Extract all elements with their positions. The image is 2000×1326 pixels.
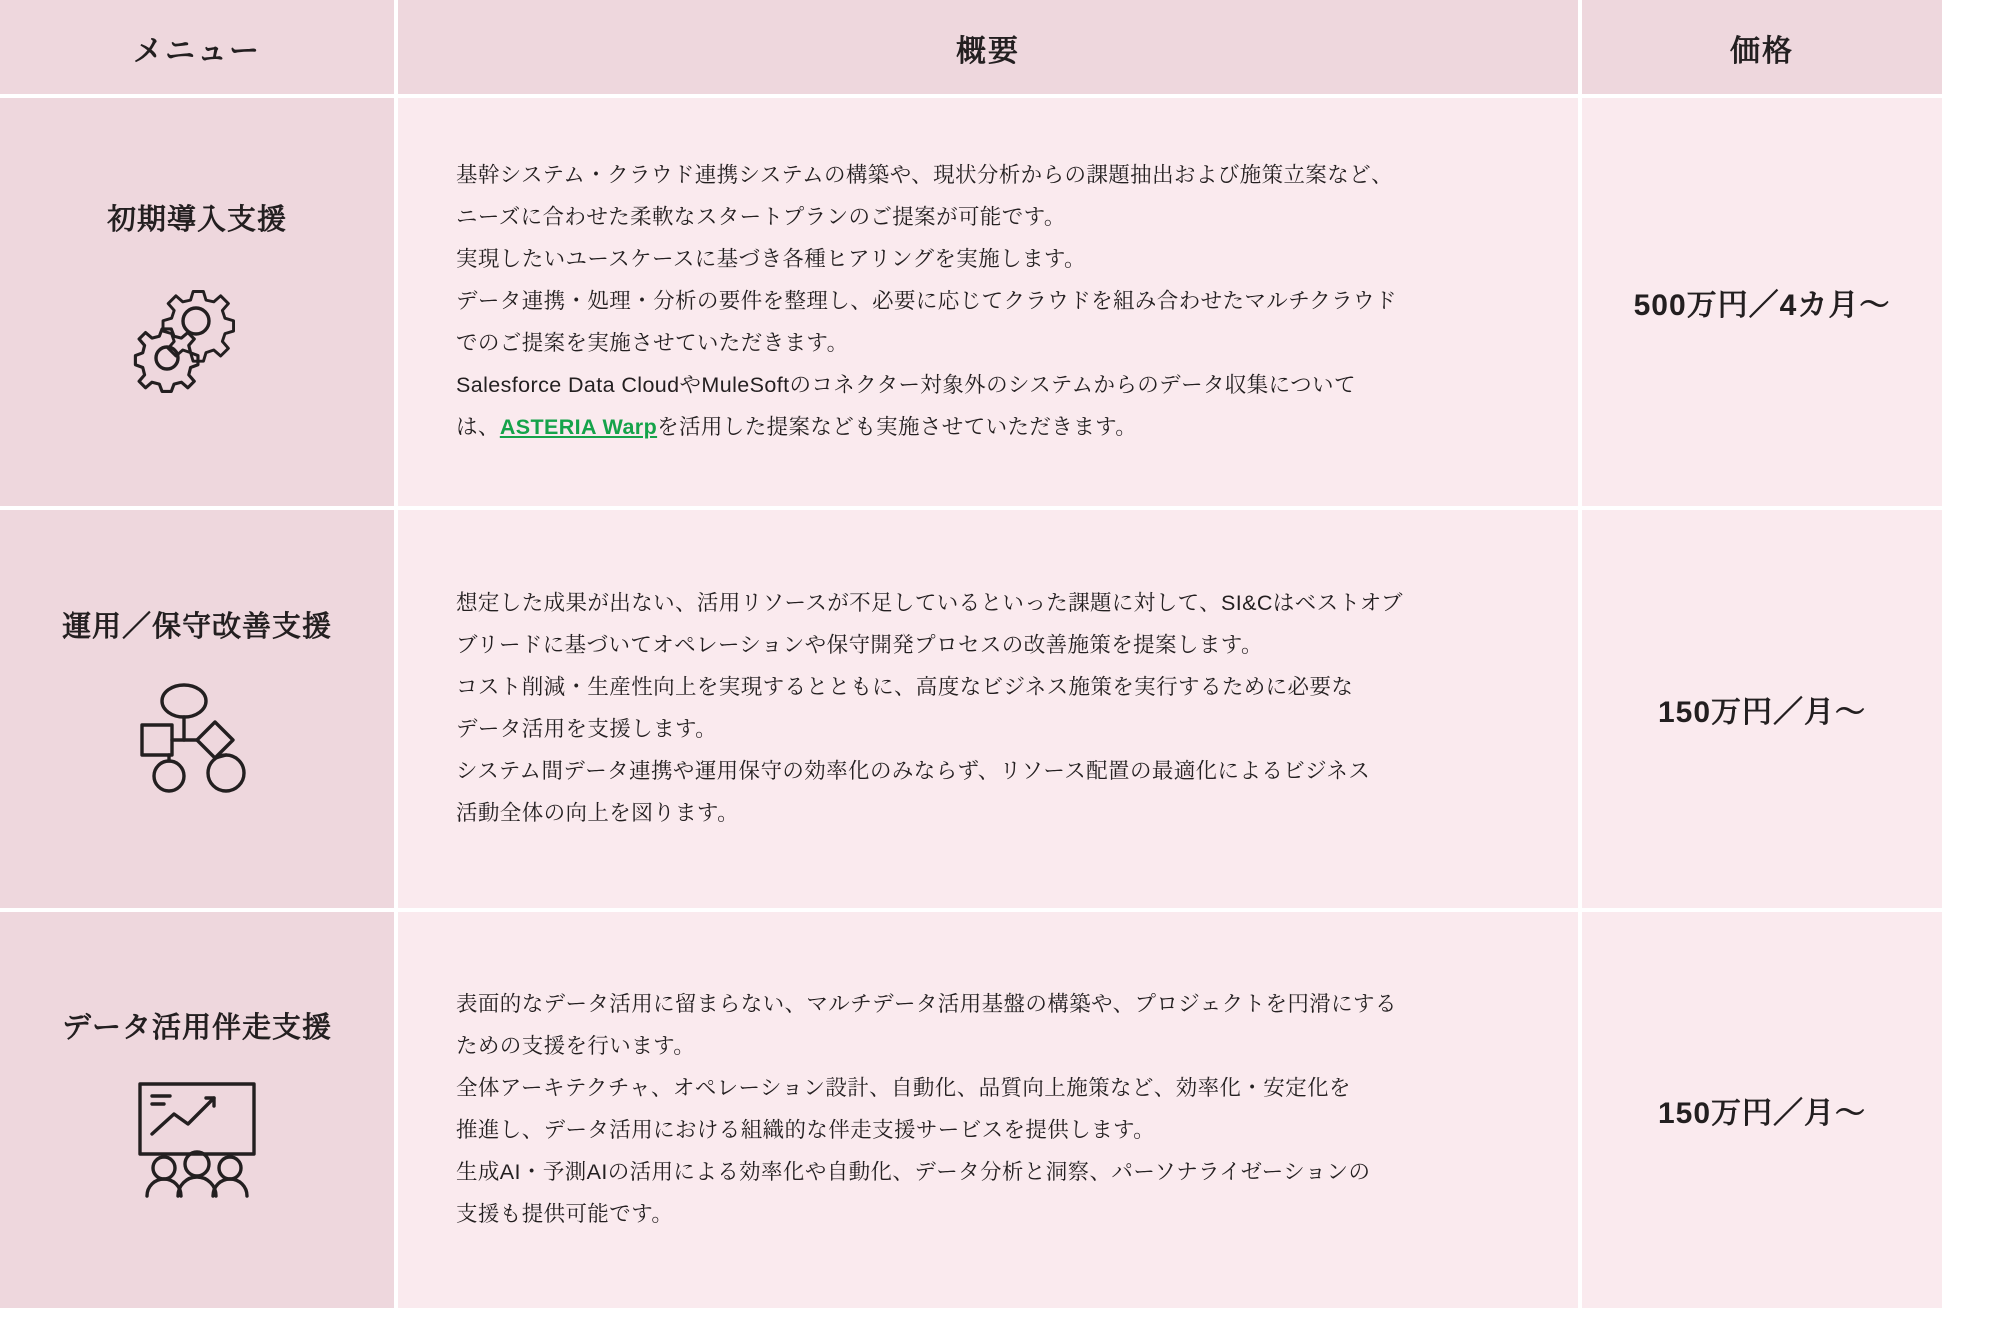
table-header [0, 0, 1942, 96]
overview-line: Salesforce Data CloudやMuleSoftのコネクター対象外のシステムからのデータ収集について [456, 372, 1356, 397]
overview-line: データ活用を支援します。 [456, 717, 718, 741]
overview-line: 推進し、データ活用における組織的な伴走支援サービスを提供します。 [456, 1118, 1156, 1142]
overview-line: 表面的なデータ活用に留まらない、マルチデータ活用基盤の構築や、プロジェクトを円滑にする [456, 992, 1397, 1017]
menu-cell [0, 96, 396, 508]
overview-line: ための支援を行います。 [456, 1034, 696, 1059]
overview-line: システム間データ連携や運用保守の効率化のみならず、リソース配置の最適化によるビジネス [456, 758, 1371, 783]
overview-line: 想定した成果が出ない、活用リソースが不足しているといった課題に対して、SI&Cはベストオブ [456, 591, 1403, 616]
table-body [0, 96, 1942, 1310]
overview-line: でのご提案を実施させていただきます。 [456, 330, 849, 355]
overview-line: 生成AI・予測AIの活用による効率化や自動化、データ分析と洞察、パーソナライゼーションの [456, 1159, 1371, 1184]
overview-cell [396, 910, 1580, 1310]
menu-title: 初期導入支援 [106, 204, 287, 237]
presentation-chart-people-icon [122, 1074, 272, 1204]
overview-line: ニーズに合わせた柔軟なスタートプランのご提案が可能です。 [456, 205, 1066, 230]
price-cell: 150万円／月〜 [1580, 508, 1942, 910]
overview-line: 基幹システム・クラウド連携システムの構築や、現状分析からの課題抽出および施策立案など、 [456, 163, 1393, 188]
price-cell: 500万円／4カ月〜 [1580, 96, 1942, 508]
price-cell: 150万円／月〜 [1580, 910, 1942, 1310]
table-header-row [0, 0, 1942, 96]
menu-cell [0, 508, 396, 910]
table-row [0, 508, 1942, 910]
overview-cell [396, 508, 1580, 910]
overview-line: データ連携・処理・分析の要件を整理し、必要に応じてクラウドを組み合わせたマルチクラウド [456, 289, 1397, 314]
table-row [0, 910, 1942, 1310]
column-header-overview: 概要 [396, 0, 1580, 96]
overview-line: コスト削減・生産性向上を実現するとともに、高度なビジネス施策を実行するために必要な [456, 675, 1354, 700]
overview-line-with-link [456, 407, 1526, 449]
overview-line-suffix: を活用した提案なども実施させていただきます。 [657, 414, 1138, 439]
workflow-diagram-icon [122, 673, 272, 803]
overview-line: 実現したいユースケースに基づき各種ヒアリングを実施します。 [456, 247, 1086, 272]
asteria-warp-link[interactable]: ASTERIA Warp [499, 414, 658, 439]
overview-line: ブリードに基づいてオペレーションや保守開発プロセスの改善施策を提案します。 [456, 633, 1263, 658]
overview-line: 全体アーキテクチャ、オペレーション設計、自動化、品質向上施策など、効率化・安定化を [456, 1076, 1351, 1101]
overview-cell [396, 96, 1580, 508]
column-header-price: 価格 [1580, 0, 1942, 96]
menu-cell [0, 910, 396, 1310]
column-header-menu: メニュー [0, 0, 396, 96]
table-row [0, 96, 1942, 508]
gears-icon [122, 266, 272, 396]
menu-title: データ活用伴走支援 [61, 1012, 332, 1045]
overview-line: 活動全体の向上を図ります。 [456, 800, 739, 825]
overview-line: 支援も提供可能です。 [456, 1201, 674, 1226]
overview-line-prefix: は、 [456, 414, 500, 439]
menu-title: 運用／保守改善支援 [61, 611, 332, 644]
